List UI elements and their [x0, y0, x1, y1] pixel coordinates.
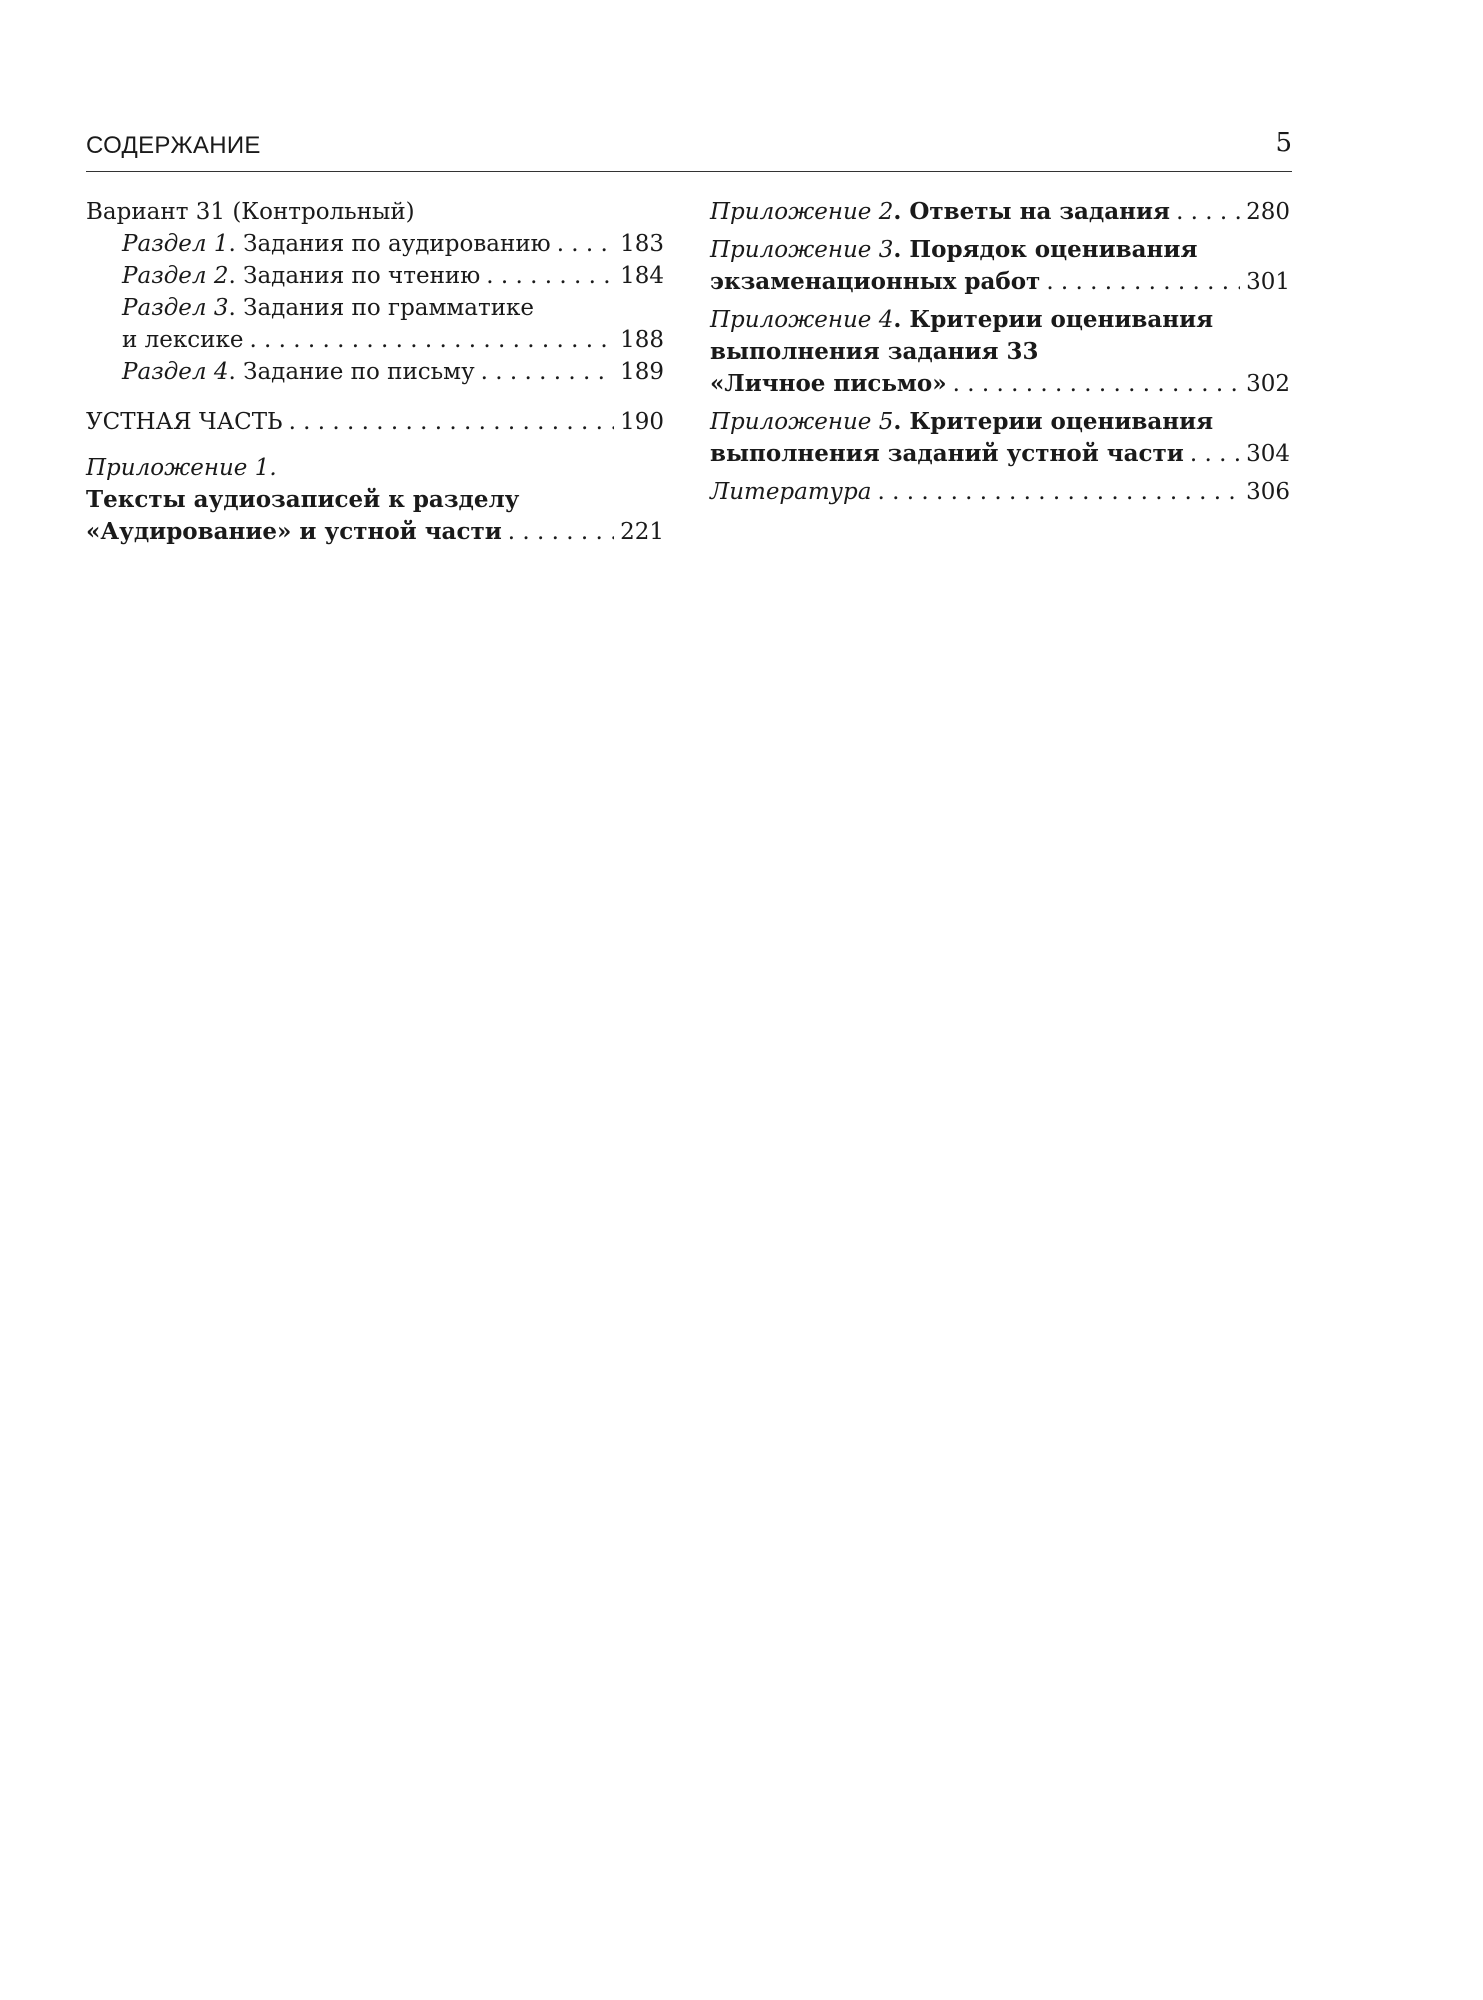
toc-entry-section-3-line1[interactable] — [86, 292, 664, 324]
section-prefix: Раздел 1 — [122, 231, 229, 257]
appendix-page: 280 — [1246, 199, 1290, 225]
section-page: 183 — [620, 231, 664, 257]
section-page: 184 — [620, 263, 664, 289]
appendix-title: . Критерии оценивания — [893, 408, 1214, 435]
toc-entry-appendix-3-line1[interactable] — [710, 234, 1290, 266]
appendix-prefix: Приложение 5 — [710, 409, 894, 435]
section-page: 189 — [620, 359, 664, 385]
toc-entry-appendix-4-line1[interactable] — [710, 304, 1290, 336]
page-number: 5 — [1275, 128, 1292, 158]
appendix-1-title-line1[interactable]: Тексты аудиозаписей к разделу — [86, 486, 520, 513]
section-prefix: Раздел 2 — [122, 263, 229, 289]
section-title: и лексике — [122, 327, 244, 353]
appendix-prefix: Приложение 3 — [710, 237, 894, 263]
toc-entry-section-3-line2[interactable] — [86, 324, 664, 356]
running-header — [86, 128, 1292, 168]
toc-entry-section-1[interactable] — [86, 228, 664, 260]
section-prefix: Раздел 4 — [122, 359, 229, 385]
dot-leader — [877, 476, 1240, 508]
literature-page: 306 — [1246, 479, 1290, 505]
dot-leader — [1190, 438, 1240, 470]
header-title: СОДЕРЖАНИЕ — [86, 132, 261, 159]
toc-entry-appendix-1[interactable] — [86, 516, 664, 548]
section-title: . Задания по грамматике — [228, 295, 535, 321]
appendix-title: экзаменационных работ — [710, 268, 1041, 295]
section-title: . Задания по аудированию — [228, 231, 551, 257]
dot-leader — [1046, 266, 1240, 298]
literature-title: Литература — [710, 479, 872, 505]
toc-entry-oral-part[interactable] — [86, 406, 664, 438]
section-page: 188 — [620, 327, 664, 353]
appendix-title: . Порядок оценивания — [893, 236, 1198, 263]
toc-left-column — [86, 196, 664, 548]
toc-entry-literature[interactable] — [710, 476, 1290, 508]
appendix-title: . Критерии оценивания — [893, 306, 1214, 333]
dot-leader — [953, 368, 1240, 400]
toc-entry-appendix-3-line2[interactable] — [710, 266, 1290, 298]
toc-right-column — [710, 196, 1290, 508]
appendix-page: 304 — [1246, 441, 1290, 467]
toc-entry-appendix-5-line1[interactable] — [710, 406, 1290, 438]
appendix-page: 301 — [1246, 269, 1290, 295]
appendix-1-page: 221 — [620, 519, 664, 545]
section-prefix: Раздел 3 — [122, 295, 229, 321]
appendix-title: «Личное письмо» — [710, 370, 947, 397]
appendix-prefix: Приложение 4 — [710, 307, 894, 333]
appendix-prefix: Приложение 2 — [710, 199, 894, 225]
appendix-4-title-line2[interactable]: выполнения задания 33 — [710, 338, 1039, 365]
appendix-1-title-line2: «Аудирование» и устной части — [86, 518, 502, 545]
toc-entry-appendix-4-line3[interactable] — [710, 368, 1290, 400]
oral-part-title: УСТНАЯ ЧАСТЬ — [86, 409, 283, 435]
section-title: . Задание по письму — [228, 359, 475, 385]
variant-title: Вариант 31 (Контрольный) — [86, 199, 415, 225]
section-title: . Задания по чтению — [228, 263, 481, 289]
dot-leader — [249, 324, 614, 356]
appendix-title: выполнения заданий устной части — [710, 440, 1184, 467]
toc-entry-section-2[interactable] — [86, 260, 664, 292]
appendix-1-prefix: Приложение 1. — [86, 455, 277, 481]
header-rule — [86, 171, 1292, 172]
dot-leader — [481, 356, 614, 388]
appendix-title: . Ответы на задания — [893, 198, 1171, 225]
appendix-page: 302 — [1246, 371, 1290, 397]
dot-leader — [289, 406, 615, 438]
dot-leader — [486, 260, 614, 292]
toc-entry-appendix-5-line2[interactable] — [710, 438, 1290, 470]
oral-part-page: 190 — [620, 409, 664, 435]
dot-leader — [557, 228, 614, 260]
dot-leader — [1176, 196, 1240, 228]
toc-entry-appendix-2[interactable] — [710, 196, 1290, 228]
toc-entry-section-4[interactable] — [86, 356, 664, 388]
dot-leader — [508, 516, 614, 548]
